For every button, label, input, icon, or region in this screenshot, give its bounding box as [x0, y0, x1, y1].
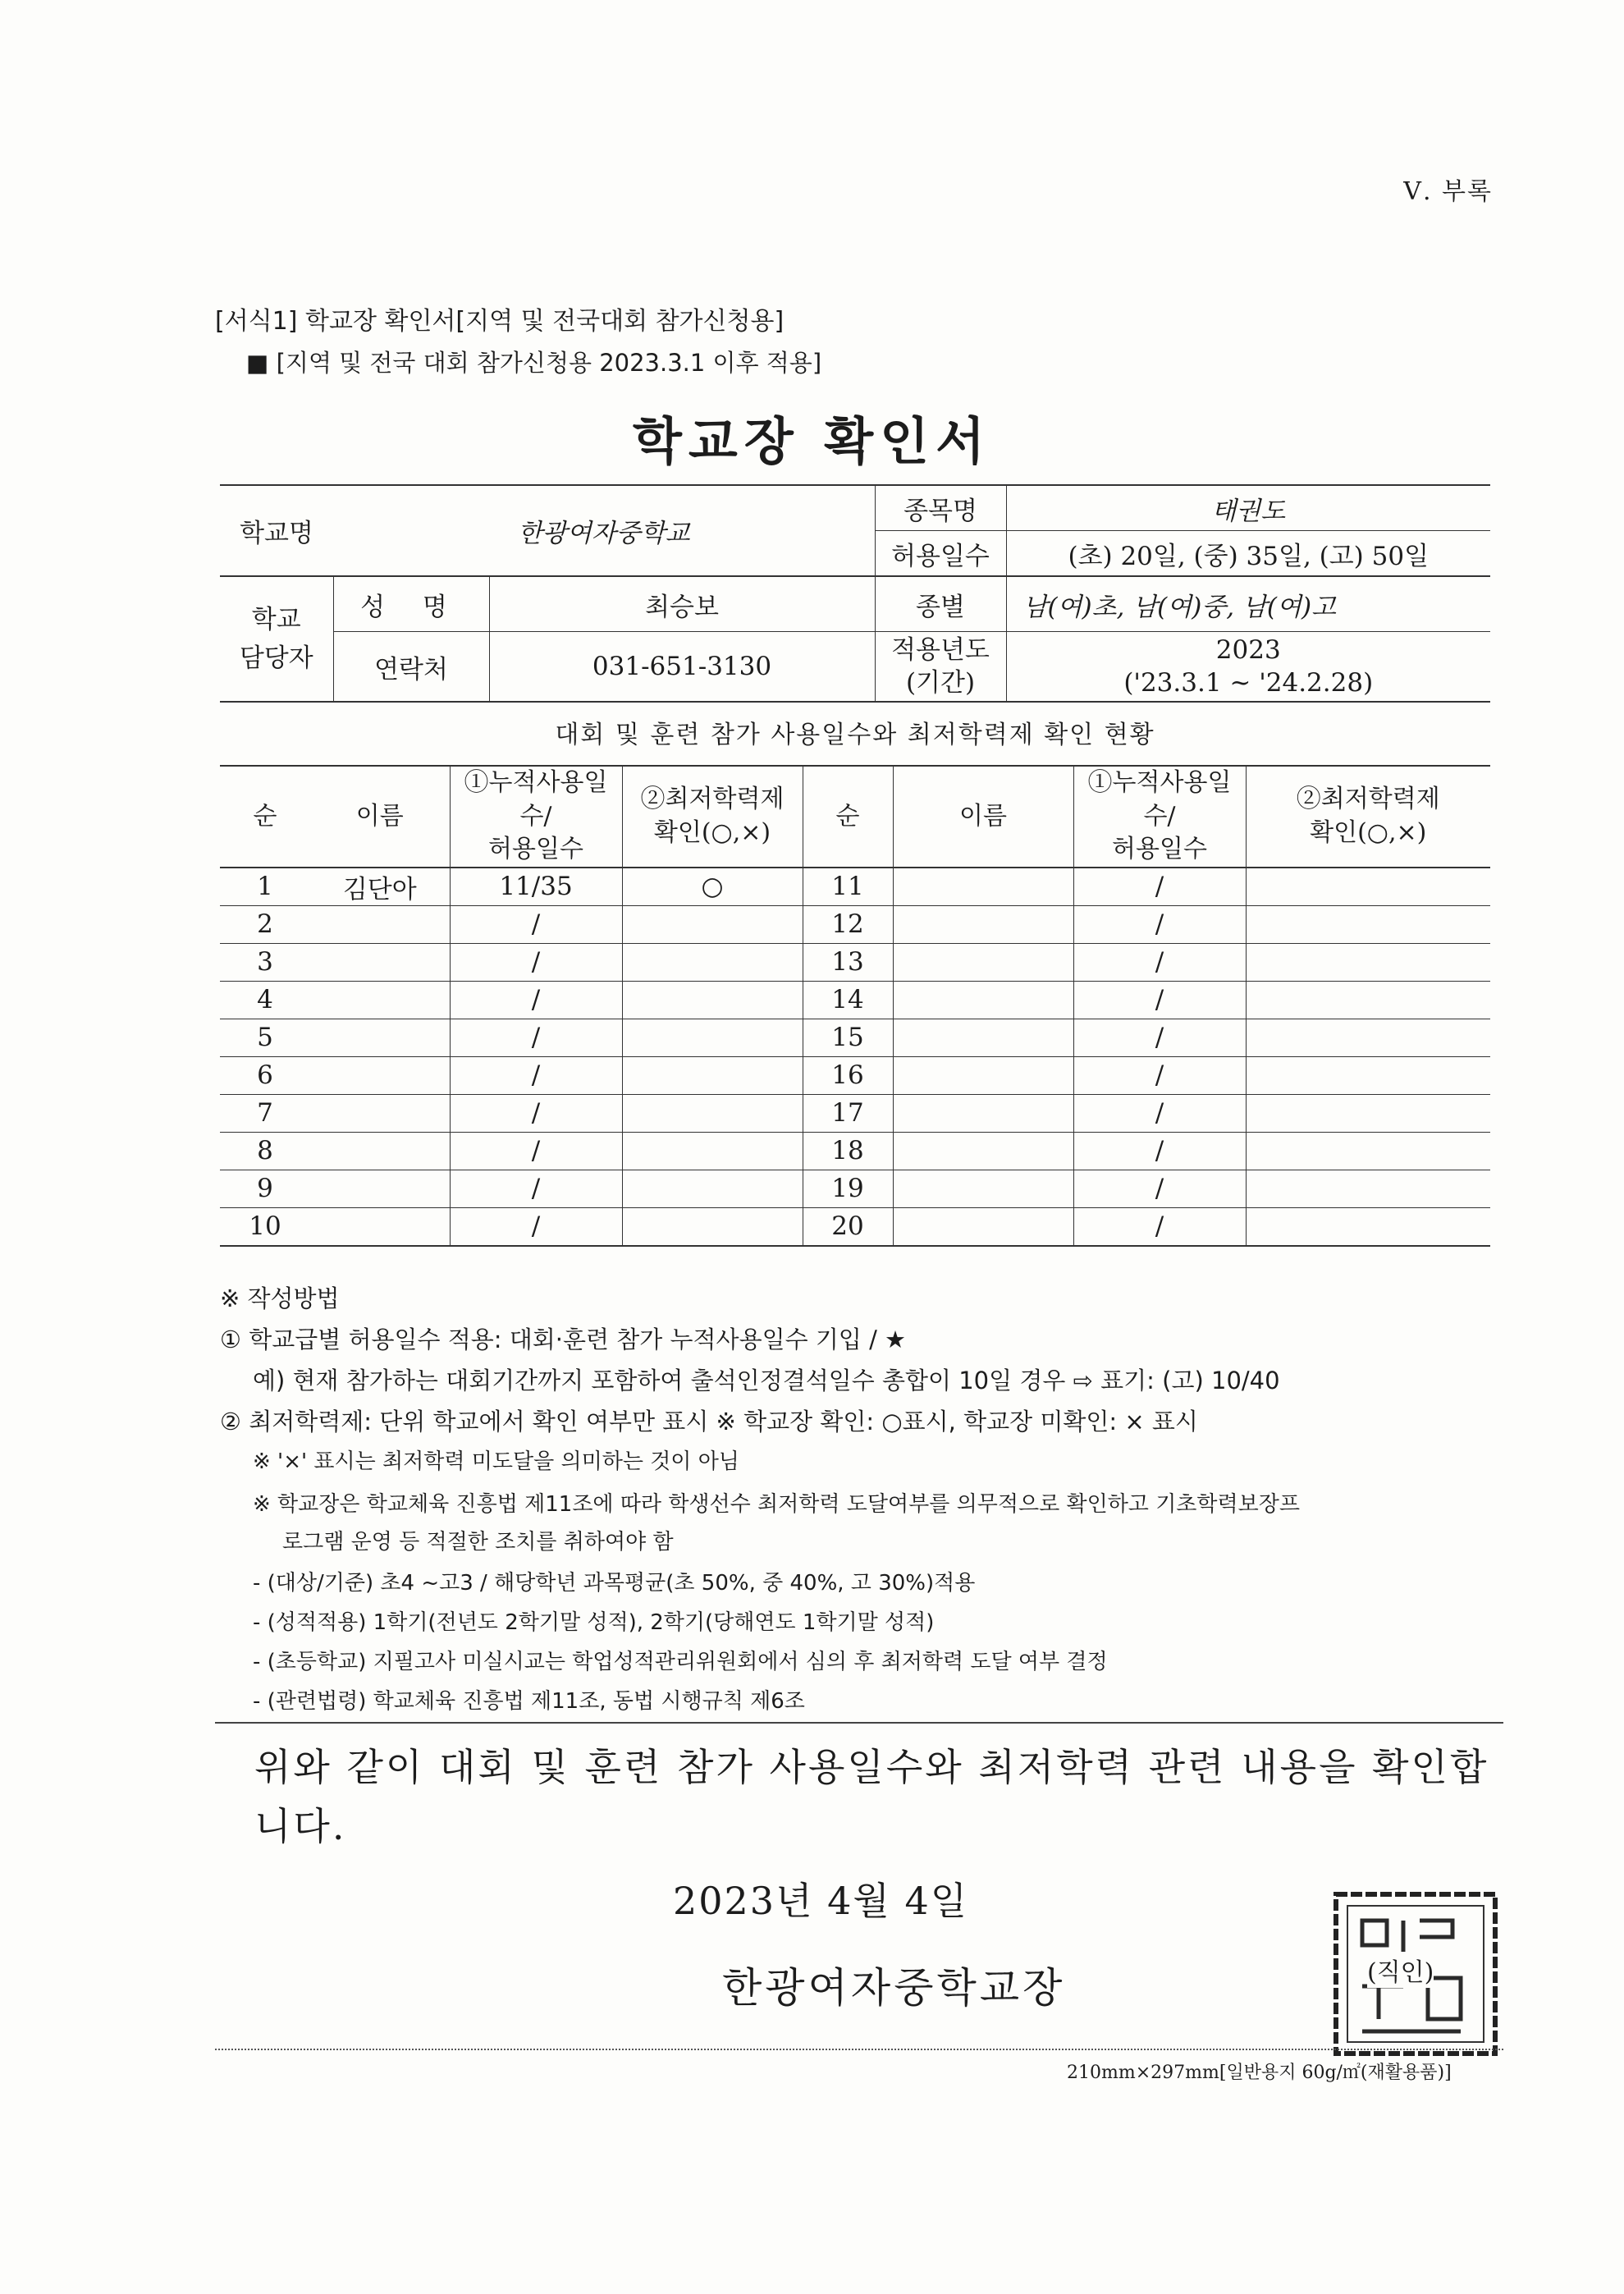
- row-name: [893, 868, 1073, 906]
- row-check: [622, 943, 803, 981]
- row-name: [893, 1170, 1073, 1207]
- event-value: 태권도: [1006, 485, 1490, 531]
- row-name: [893, 981, 1073, 1019]
- row-no: 14: [803, 981, 893, 1019]
- row-no: 11: [803, 868, 893, 906]
- col-no-right: 순: [803, 766, 893, 868]
- row-name: [310, 981, 450, 1019]
- detail-3: - (초등학교) 지필고사 미실시교는 학업성적관리위원회에서 심의 후 최저학력 도달 여부 결정: [253, 1650, 1108, 1674]
- row-no: 12: [803, 905, 893, 943]
- row-name: [893, 1132, 1073, 1170]
- row-no: 10: [220, 1207, 310, 1246]
- row-name: [310, 1019, 450, 1056]
- row-check: [1246, 1094, 1490, 1132]
- row-name: [310, 1207, 450, 1246]
- note-1-example: 예) 현재 참가하는 대회기간까지 포함하여 출석인정결석일수 총합이 10일 경우 ⇨ 표기: (고) 10/40: [253, 1367, 1280, 1394]
- year-label: 적용년도 (기간): [875, 632, 1006, 703]
- col-days: ①누적사용일수/ 허용일수: [450, 766, 622, 868]
- col-no: 순: [220, 766, 310, 868]
- divider: [215, 1722, 1503, 1724]
- category-value: 남(여)초, 남(여)중, 남(여)고: [1006, 576, 1490, 632]
- row-days: /: [450, 905, 622, 943]
- category-label: 종별: [875, 576, 1006, 632]
- detail-2: - (성적적용) 1학기(전년도 2학기말 성적), 2학기(당해연도 1학기말 성적): [253, 1610, 935, 1635]
- row-no: 19: [803, 1170, 893, 1207]
- note-2: ② 최저학력제: 단위 학교에서 확인 여부만 표시 ※ 학교장 확인: ○표시, 학교장 미확인: × 표시: [220, 1408, 1198, 1435]
- year-value: 2023: [1215, 634, 1281, 665]
- issue-date: 2023년 4월 4일: [673, 1879, 969, 1923]
- row-days: /: [450, 1019, 622, 1056]
- school-label: 학교명: [220, 485, 333, 576]
- row-check: [1246, 1056, 1490, 1094]
- row-check: [622, 981, 803, 1019]
- row-no: 17: [803, 1094, 893, 1132]
- info-table: [220, 484, 1490, 703]
- row-days: /: [1073, 905, 1246, 943]
- row-days: /: [1073, 981, 1246, 1019]
- row-days: /: [1073, 1019, 1246, 1056]
- col-name-right: 이름: [893, 766, 1073, 868]
- row-no: 4: [220, 981, 310, 1019]
- form-label: [서식1] 학교장 확인서[지역 및 전국대회 참가신청용]: [215, 307, 785, 336]
- seal-label: (직인): [1367, 1952, 1434, 1988]
- row-no: 5: [220, 1019, 310, 1056]
- row-no: 13: [803, 943, 893, 981]
- row-name: [310, 1132, 450, 1170]
- row-check: [622, 1019, 803, 1056]
- roster-table: [220, 765, 1490, 1247]
- note-1: ① 학교급별 허용일수 적용: 대회·훈련 참가 누적사용일수 기입 / ★: [220, 1326, 907, 1353]
- row-days: /: [450, 1170, 622, 1207]
- name-label: 성 명: [333, 576, 489, 632]
- row-name: [893, 1056, 1073, 1094]
- row-name: [893, 1019, 1073, 1056]
- table-row: [220, 1094, 1490, 1132]
- row-no: 20: [803, 1207, 893, 1246]
- bottom-rule: [215, 2049, 1503, 2050]
- note-2-b1: ※ 학교장은 학교체육 진흥법 제11조에 따라 학생선수 최저학력 도달여부를 의무적으로 확인하고 기초학력보장프: [253, 1492, 1301, 1517]
- row-check: [1246, 1019, 1490, 1056]
- row-name: [893, 1207, 1073, 1246]
- row-check: [622, 905, 803, 943]
- row-no: 18: [803, 1132, 893, 1170]
- row-name: [310, 1056, 450, 1094]
- row-no: 9: [220, 1170, 310, 1207]
- table-row: [220, 981, 1490, 1019]
- row-no: 7: [220, 1094, 310, 1132]
- school-value: 한광여자중학교: [333, 485, 875, 576]
- row-check: [1246, 1207, 1490, 1246]
- row-days: /: [1073, 1207, 1246, 1246]
- row-check: [1246, 905, 1490, 943]
- row-no: 1: [220, 868, 310, 906]
- row-days: /: [1073, 868, 1246, 906]
- contact-value: 031-651-3130: [489, 632, 875, 703]
- detail-1: - (대상/기준) 초4 ~고3 / 해당학년 과목평균(초 50%, 중 40%, 고 30%)적용: [253, 1571, 976, 1596]
- row-name: 김단아: [310, 868, 450, 906]
- row-no: 2: [220, 905, 310, 943]
- name-value: 최승보: [489, 576, 875, 632]
- table-row: [220, 1170, 1490, 1207]
- table-row: [220, 1019, 1490, 1056]
- table-row: [220, 943, 1490, 981]
- section-label: Ⅴ. 부록: [1403, 177, 1493, 206]
- row-no: 3: [220, 943, 310, 981]
- col-days-right: ①누적사용일수/ 허용일수: [1073, 766, 1246, 868]
- row-days: /: [450, 943, 622, 981]
- row-days: /: [450, 1207, 622, 1246]
- row-name: [893, 943, 1073, 981]
- note-2-a: ※ '×' 표시는 최저학력 미도달을 의미하는 것이 아님: [253, 1449, 739, 1474]
- col-name: 이름: [310, 766, 450, 868]
- note-2-b2: 로그램 운영 등 적절한 조치를 취하여야 함: [282, 1530, 674, 1555]
- row-days: /: [1073, 943, 1246, 981]
- roster-title: 대회 및 훈련 참가 사용일수와 최저학력제 확인 현황: [555, 721, 1155, 749]
- paper-size-note: 210mm×297mm[일반용지 60g/㎡(재활용품)]: [1067, 2063, 1452, 2083]
- row-check: [1246, 981, 1490, 1019]
- allowed-days-value: (초) 20일, (중) 35일, (고) 50일: [1006, 531, 1490, 577]
- row-check: [622, 1207, 803, 1246]
- row-name: [310, 943, 450, 981]
- row-days: /: [1073, 1132, 1246, 1170]
- row-days: /: [1073, 1094, 1246, 1132]
- row-no: 15: [803, 1019, 893, 1056]
- manager-label: 학교 담당자: [220, 576, 333, 702]
- event-label: 종목명: [875, 485, 1006, 531]
- form-sub-label: ■ [지역 및 전국 대회 참가신청용 2023.3.1 이후 적용]: [246, 349, 822, 377]
- row-check: [1246, 1132, 1490, 1170]
- col-check-right: ②최저학력제 확인(○,×): [1246, 766, 1490, 868]
- row-check: [1246, 868, 1490, 906]
- contact-label: 연락처: [333, 632, 489, 703]
- row-name: [310, 905, 450, 943]
- row-no: 8: [220, 1132, 310, 1170]
- row-check: [1246, 1170, 1490, 1207]
- row-no: 16: [803, 1056, 893, 1094]
- row-no: 6: [220, 1056, 310, 1094]
- row-name: [310, 1094, 450, 1132]
- row-check: ○: [622, 868, 803, 906]
- row-days: 11/35: [450, 868, 622, 906]
- row-name: [893, 905, 1073, 943]
- row-check: [1246, 943, 1490, 981]
- row-days: /: [1073, 1170, 1246, 1207]
- table-row: [220, 1207, 1490, 1246]
- row-name: [310, 1170, 450, 1207]
- row-name: [893, 1094, 1073, 1132]
- row-check: [622, 1056, 803, 1094]
- table-row: [220, 1132, 1490, 1170]
- row-days: /: [450, 1094, 622, 1132]
- col-check: ②최저학력제 확인(○,×): [622, 766, 803, 868]
- row-days: /: [1073, 1056, 1246, 1094]
- allowed-days-label: 허용일수: [875, 531, 1006, 577]
- table-row: [220, 905, 1490, 943]
- row-check: [622, 1094, 803, 1132]
- row-check: [622, 1132, 803, 1170]
- row-days: /: [450, 981, 622, 1019]
- row-check: [622, 1170, 803, 1207]
- period-value: ('23.3.1 ~ '24.2.28): [1123, 668, 1374, 698]
- detail-4: - (관련법령) 학교체육 진흥법 제11조, 동법 시행규칙 제6조: [253, 1689, 805, 1714]
- notes-heading: ※ 작성방법: [220, 1284, 340, 1312]
- document-title: 학교장 확인서: [633, 411, 991, 471]
- principal-name: 한광여자중학교장: [722, 1964, 1066, 2012]
- row-days: /: [450, 1132, 622, 1170]
- confirmation-text: 위와 같이 대회 및 훈련 참가 사용일수와 최저학력 관련 내용을 확인합니다.: [254, 1745, 1489, 1848]
- row-days: /: [450, 1056, 622, 1094]
- table-row: [220, 868, 1490, 906]
- table-row: [220, 1056, 1490, 1094]
